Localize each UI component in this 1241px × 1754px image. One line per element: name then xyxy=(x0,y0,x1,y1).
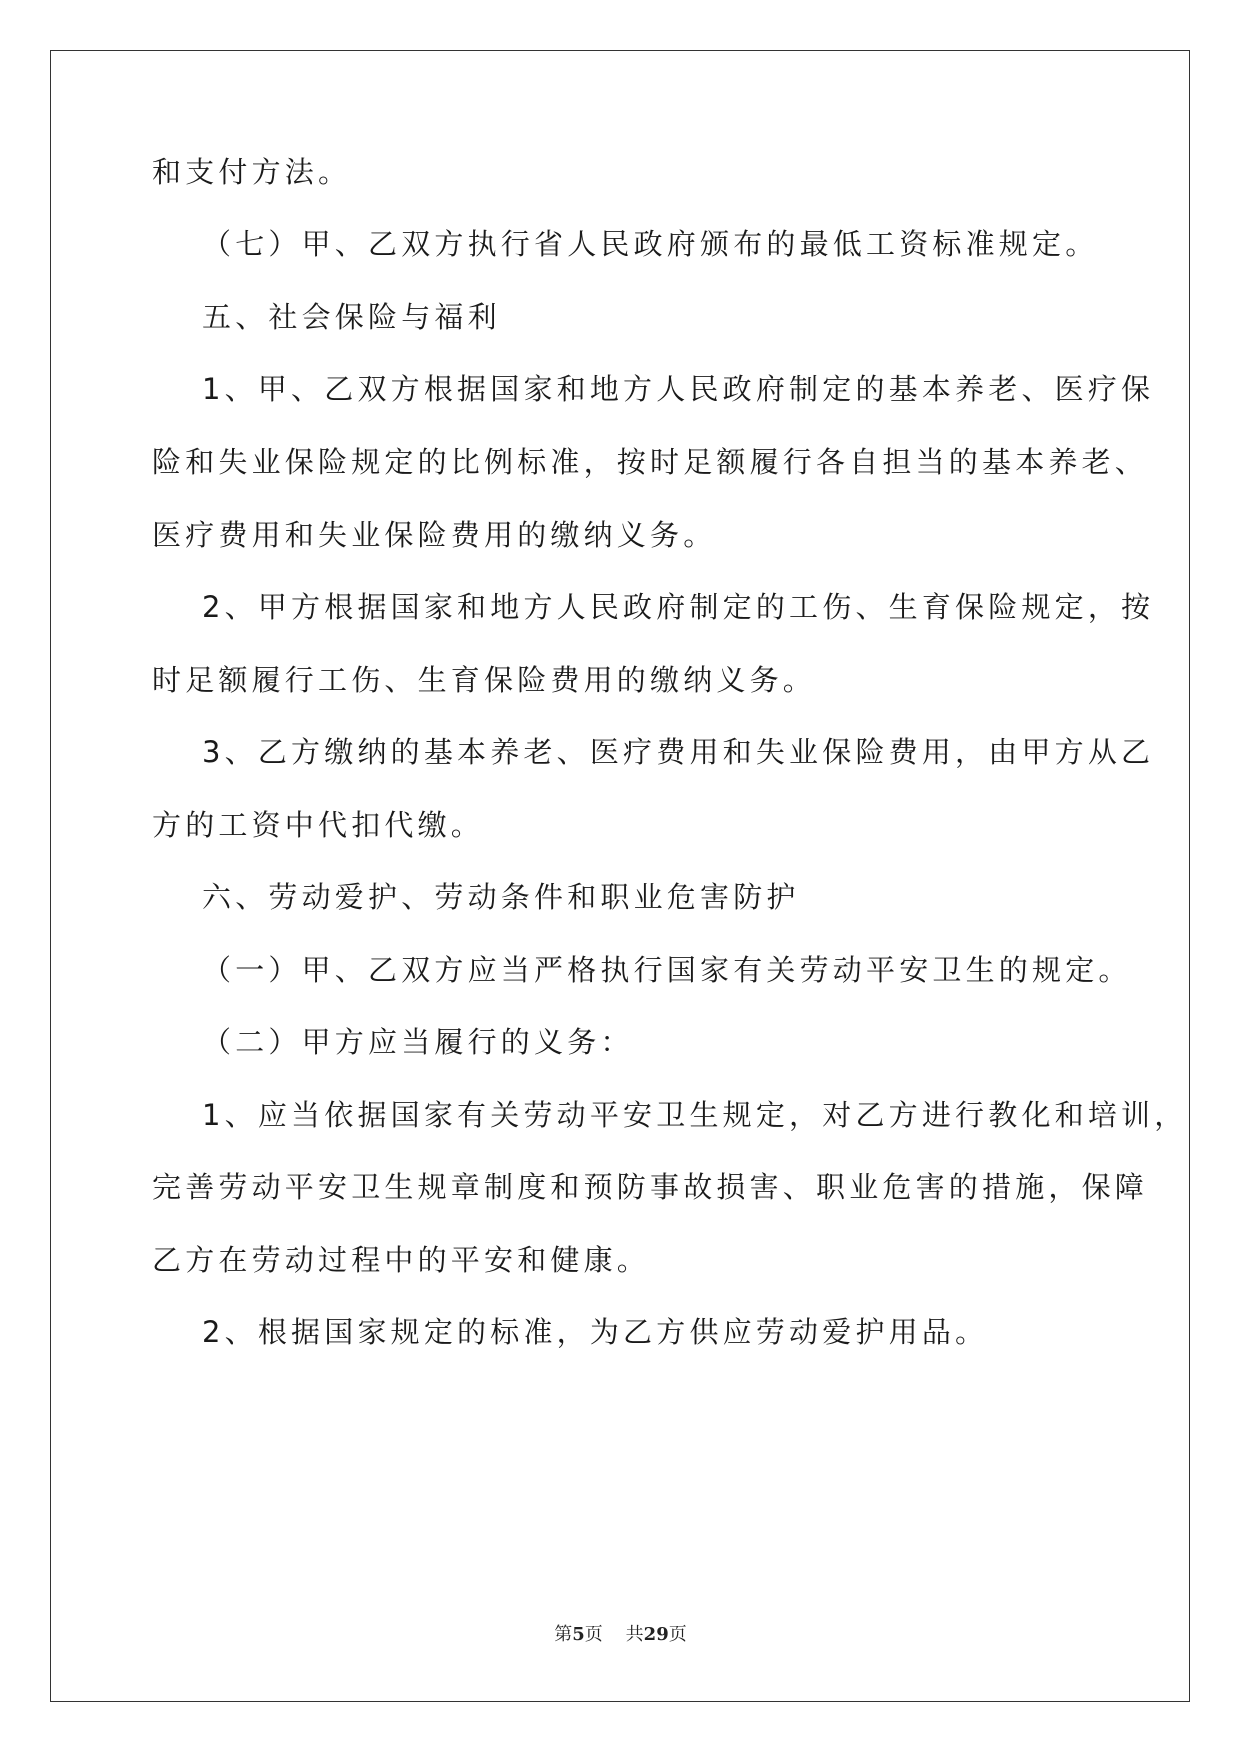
text-line-4: 1、甲、乙双方根据国家和地方人民政府制定的基本养老、医疗保 xyxy=(202,372,1155,406)
text-line-13: （二）甲方应当履行的义务： xyxy=(202,1025,634,1059)
text-line-17: 2、根据国家规定的标准，为乙方供应劳动爱护用品。 xyxy=(202,1315,989,1349)
section-heading-5: 五、社会保险与福利 xyxy=(202,300,501,334)
text-line-6: 医疗费用和失业保险费用的缴纳义务。 xyxy=(152,518,717,552)
footer-page-suffix: 页 xyxy=(584,1624,603,1645)
text-line-8: 时足额履行工伤、生育保险费用的缴纳义务。 xyxy=(152,663,817,697)
text-line-9: 3、乙方缴纳的基本养老、医疗费用和失业保险费用，由甲方从乙 xyxy=(202,735,1155,769)
text-line-12: （一）甲、乙双方应当严格执行国家有关劳动平安卫生的规定。 xyxy=(202,953,1132,987)
text-line-5: 险和失业保险规定的比例标准，按时足额履行各自担当的基本养老、 xyxy=(152,445,1149,479)
footer-prefix: 第 xyxy=(554,1624,573,1645)
text-line-14: 1、应当依据国家有关劳动平安卫生规定，对乙方进行教化和培训， xyxy=(202,1098,1188,1132)
text-line-1: 和支付方法。 xyxy=(152,155,352,189)
footer-total-prefix: 共 xyxy=(625,1624,644,1645)
footer-total-suffix: 页 xyxy=(668,1624,687,1645)
text-line-10: 方的工资中代扣代缴。 xyxy=(152,808,485,842)
text-line-15: 完善劳动平安卫生规章制度和预防事故损害、职业危害的措施，保障 xyxy=(152,1170,1149,1204)
section-heading-6: 六、劳动爱护、劳动条件和职业危害防护 xyxy=(202,880,800,914)
text-line-2: （七）甲、乙双方执行省人民政府颁布的最低工资标准规定。 xyxy=(202,227,1099,261)
page-footer xyxy=(0,1620,1241,1646)
text-line-7: 2、甲方根据国家和地方人民政府制定的工伤、生育保险规定，按 xyxy=(202,590,1155,624)
total-pages: 29 xyxy=(643,1624,669,1645)
text-line-16: 乙方在劳动过程中的平安和健康。 xyxy=(152,1243,651,1277)
page-number: 5 xyxy=(572,1624,585,1645)
